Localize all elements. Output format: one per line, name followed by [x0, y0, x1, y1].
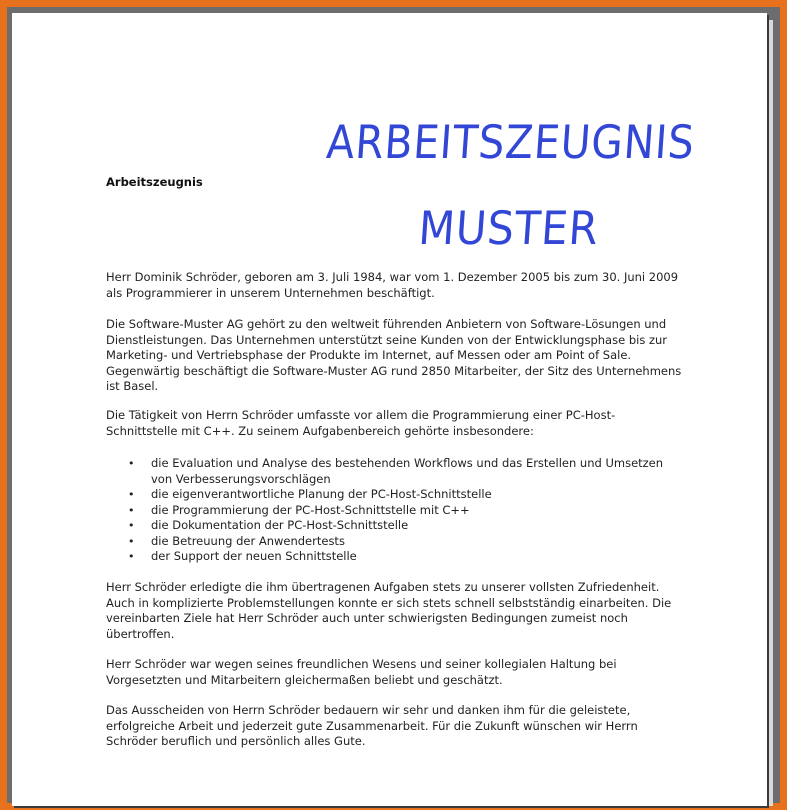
list-item-text: die Dokumentation der PC-Host-Schnittstelle [151, 518, 409, 532]
list-item-text: der Support der neuen Schnittstelle [151, 549, 357, 563]
list-item-text: die Betreuung der Anwendertests [151, 533, 345, 548]
list-item [106, 487, 686, 503]
list-item-text: die Programmierung der PC-Host-Schnittstelle mit C++ [151, 502, 470, 517]
list-item [106, 518, 686, 534]
page-edge-shadow [767, 20, 773, 806]
paragraph-duties-intro: Die Tätigkeit von Herrn Schröder umfasste vor allem die Programmierung einer PC-Host-Schnittstelle mit C++. Zu seinem Aufgabenbereich gehörte insbesondere: [106, 408, 616, 438]
paragraph-performance: Herr Schröder erledigte die ihm übertragenen Aufgaben stets zu unserer vollsten Zufriedenheit. Auch in komplizierte Problemstellungen konnte er sich stets schnell selbstständig einarbeiten. Die vereinbarten Ziele hat Herr Schröder auch unter schwierigsten Bedingungen zumeist noch übertroffen. [106, 580, 672, 641]
bullet-icon: • [128, 457, 135, 470]
list-item [106, 503, 686, 519]
list-item [106, 549, 686, 565]
list-item-text: die Evaluation und Analyse des bestehenden Workflows und das Erstellen und Umsetzen von Verbesserungsvorschlägen [151, 456, 664, 486]
paragraph-conduct: Herr Schröder war wegen seines freundlichen Wesens und seiner kollegialen Haltung bei Vorgesetzten und Mitarbeitern gleichermaßen beliebt und geschätzt. [106, 657, 617, 687]
list-item [106, 534, 686, 550]
handwritten-heading-line2: MUSTER [416, 201, 619, 255]
bullet-icon: • [128, 550, 135, 563]
bullet-icon: • [128, 488, 135, 501]
paragraph-closing: Das Ausscheiden von Herrn Schröder bedauern wir sehr und danken ihm für die geleistete, erfolgreiche Arbeit und jederzeit gute Zusammenarbeit. Für die Zukunft wünschen wir Herrn Schröder beruflich und persönlich alles Gute. [106, 703, 638, 748]
paragraph-company: Die Software-Muster AG gehört zu den weltweit führenden Anbietern von Software-Lösungen und Dienstleistungen. Das Unternehmen unterstützt seine Kunden von der Entwicklungsphase bis zur Marketing- und Vertriebsphase der Produkte im Internet, auf Messen oder am Point of Sale. Gegenwärtig beschäftigt die Software-Muster AG rund 2850 Mitarbeiter, der Sitz des Unternehmens ist Basel. [106, 317, 682, 393]
handwritten-heading-line1: ARBEITSZEUGNIS [324, 115, 745, 169]
handwritten-heading [318, 96, 745, 266]
document-title: Arbeitszeugnis [106, 175, 203, 189]
bullet-icon: • [128, 519, 135, 532]
bullet-icon: • [128, 534, 135, 548]
list-item-text: die eigenverantwortliche Planung der PC-Host-Schnittstelle [151, 487, 492, 501]
paragraph-intro: Herr Dominik Schröder, geboren am 3. Juli 1984, war vom 1. Dezember 2005 bis zum 30. Juni 2009 als Programmierer in unserem Unternehmen beschäftigt. [106, 270, 679, 300]
duties-list [106, 456, 686, 565]
bullet-icon: • [128, 503, 135, 517]
handwritten-heading-svg [318, 96, 745, 266]
list-item [106, 456, 686, 487]
